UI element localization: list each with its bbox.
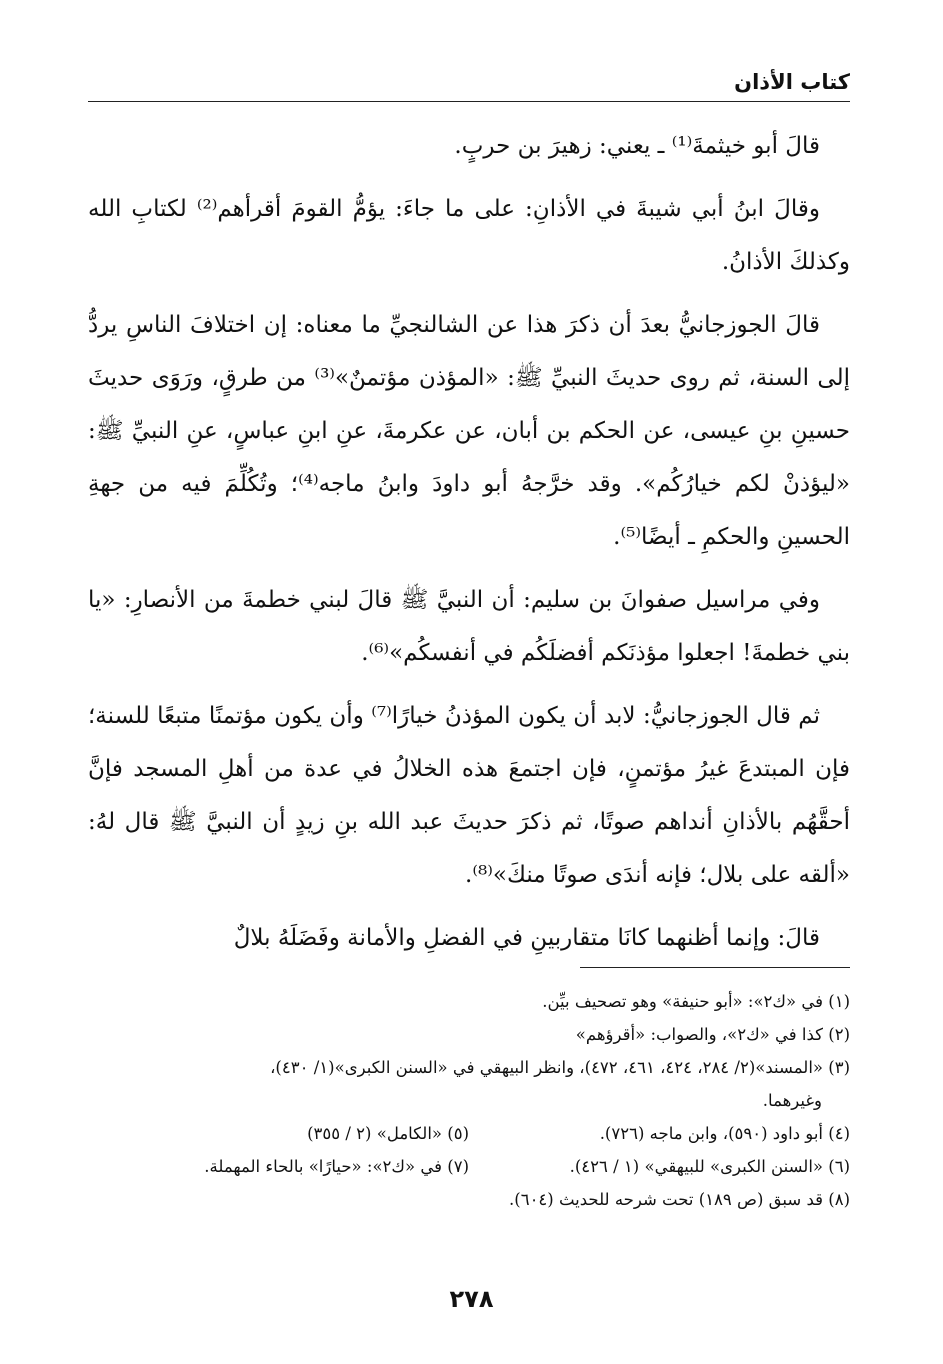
footnote-8: (٨) قد سبق (ص ١٨٩) تحت شرحه للحديث (٦٠٤).: [509, 1190, 850, 1209]
paragraph-2: وقالَ ابنُ أبي شيبةَ في الأذانِ: على ما جاءَ: يؤمُّ القومَ أقرأهم⁽²⁾ لكتابِ الله وكذلكَ الأذانُ.: [88, 196, 850, 275]
paragraph-3: قالَ الجوزجانيُّ بعدَ أن ذكرَ هذا عن الشالنجيِّ ما معناه: إن اختلافَ الناسِ يردُّ إلى السنة، ثم روى حديثَ النبيِّ ﷺ: «المؤذن مؤتمنٌ»⁽³⁾ من طرقٍ، ورَوَى حديثَ حسينِ بنِ عيسى، عن الحكم بن أبان، عن عكرمةَ، عنِ ابنِ عباسٍ، عنِ النبيِّ ﷺ: «ليؤذنْ لكم خيارُكُم». وقد خرَّجهُ أبو داودَ وابنُ ماجه⁽⁴⁾؛ وتُكُلِّمَ فيه من جهةِ الحسينِ والحكمِ ـ أيضًا⁽⁵⁾.: [88, 312, 850, 550]
footnote-2: (٢) كذا في «ك٢»، والصواب: «أقرؤهم»: [575, 1025, 850, 1044]
footnote-separator: [580, 967, 850, 968]
paragraph-5: ثم قال الجوزجانيُّ: لابد أن يكون المؤذنُ خيارًا⁽⁷⁾ وأن يكون مؤتمنًا متبعًا للسنة؛ فإن المبتدعَ غيرُ مؤتمنٍ، فإن اجتمعَ هذه الخلالُ في عدة من أهلِ المسجد فإنَّ أحقَّهُم بالأذانِ أنداهم صوتًا، ثم ذكرَ حديثَ عبد الله بنِ زيدٍ أن النبيَّ ﷺ قال لهُ: «ألقه على بلال؛ فإنه أندَى صوتًا منكَ»⁽⁸⁾.: [88, 703, 850, 888]
footnote-3: (٣) «المسند»(٢/ ٢٨٤، ٤٢٤، ٤٦١، ٤٧٢)، وانظر البيهقي في «السنن الكبرى»(١/ ٤٣٠)،: [270, 1058, 850, 1077]
header-rule: [88, 101, 850, 102]
footnote-5: (٥) «الكامل» (٢ / ٣٥٥): [307, 1124, 469, 1143]
paragraph-4: وفي مراسيل صفوانَ بن سليم: أن النبيَّ ﷺ قالَ لبني خطمةَ من الأنصارِ: «يا بني خطمةَ! اجعلوا مؤذنَكم أفضلَكُم في أنفسكُم»⁽⁶⁾.: [88, 587, 850, 666]
paragraph-6: قالَ: وإنما أظنهما كانَا متقاربينِ في الفضلِ والأمانة وفَضَلَهُ بلالٌ: [233, 925, 820, 951]
footnote-7: (٧) في «ك٢»: «حيارًا» بالحاء المهملة.: [204, 1157, 469, 1176]
footnote-row-4-5: [88, 1117, 850, 1150]
paragraph-1: قالَ أبو خيثمةَ⁽¹⁾ ـ يعني: زهيرَ بن حربٍ.: [454, 133, 820, 159]
footnote-1: (١) في «ك٢»: «أبو حنيفة» وهو تصحيف بيِّن.: [542, 992, 850, 1011]
footnote-6: (٦) «السنن الكبرى» للبيهقي» (١ / ٤٢٦).: [569, 1157, 850, 1176]
main-text: [88, 120, 850, 975]
footnote-4: (٤) أبو داود (٥٩٠)، وابن ماجه (٧٢٦).: [599, 1124, 850, 1143]
page-number: ٢٧٨: [449, 1285, 494, 1313]
footnote-row-6-7: [88, 1150, 850, 1183]
footnotes: [88, 985, 850, 1216]
running-header-title: كتاب الأذان: [734, 70, 850, 94]
footnote-3-continuation: وغيرهما.: [762, 1091, 822, 1110]
